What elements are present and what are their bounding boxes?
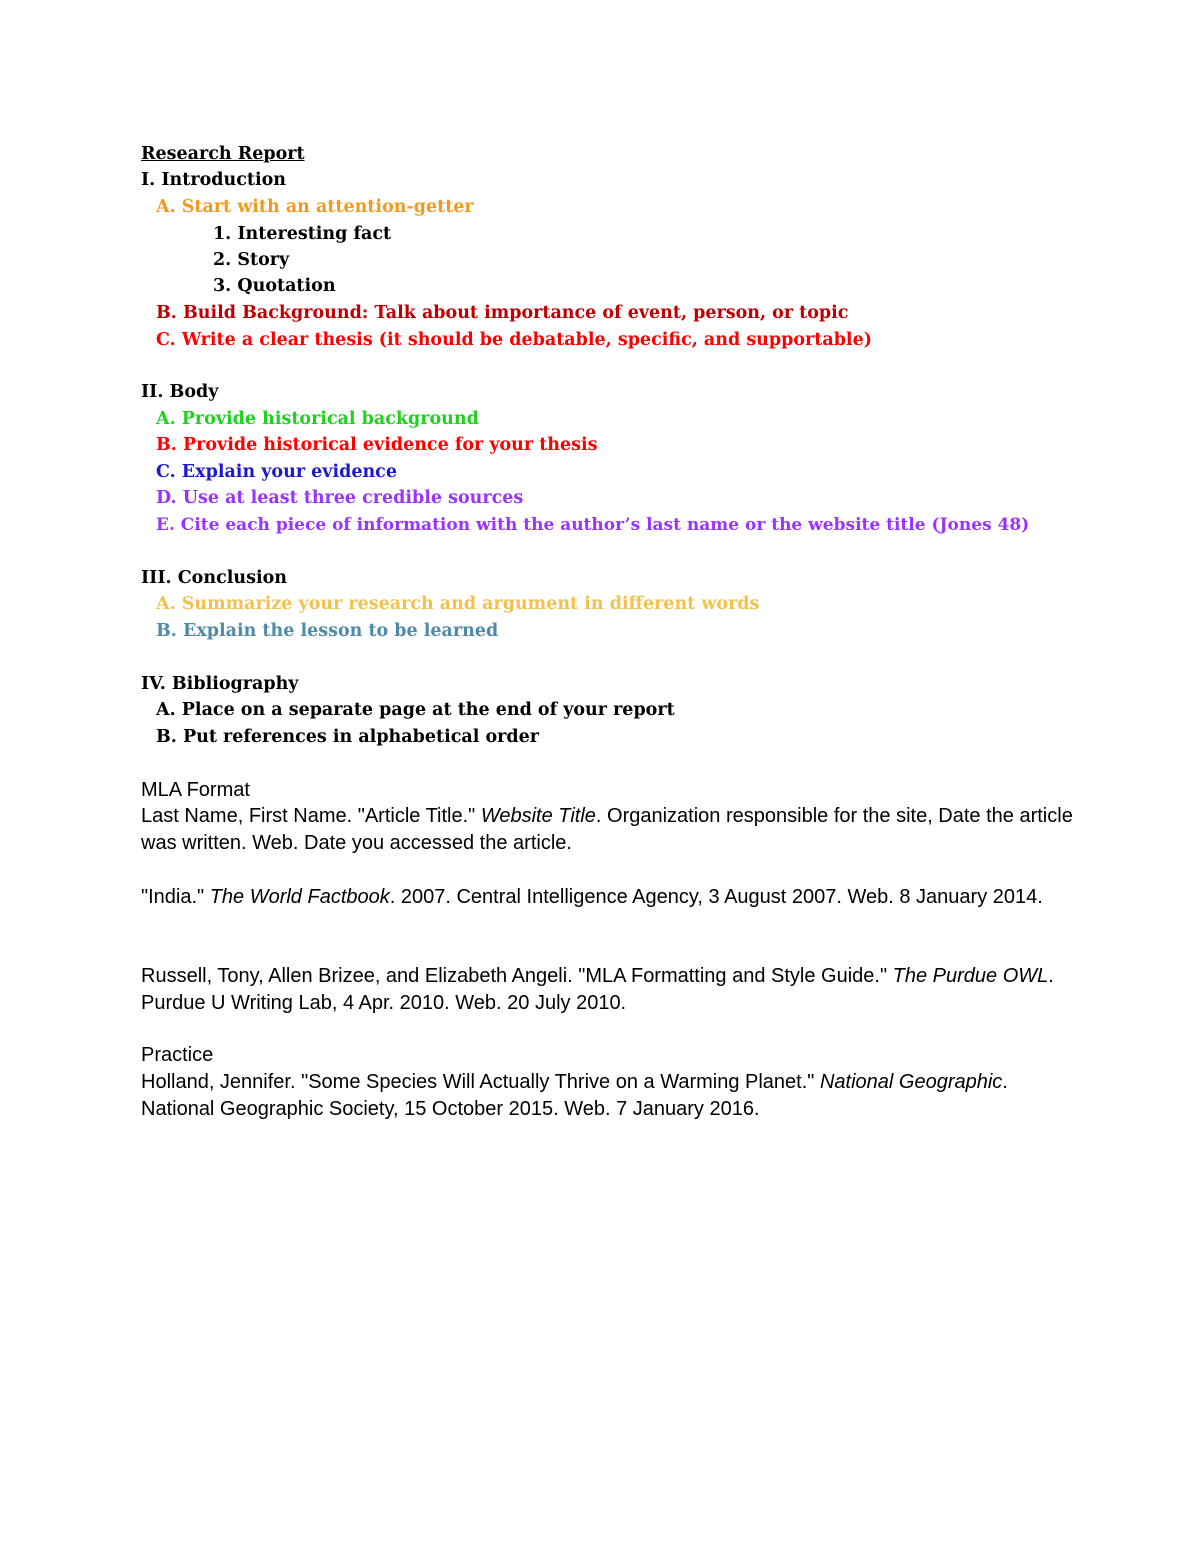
example2-part2: . Purdue U Writing Lab, 4 Apr. 2010. Web. 20 July 2010. [141,965,1054,1014]
intro-subitem-2: 2. Story [213,250,290,270]
intro-subitem-3: 3. Quotation [213,276,336,296]
intro-subitem-1: 1. Interesting fact [213,224,392,244]
example1-part2: . 2007. Central Intelligence Agency, 3 August 2007. Web. 8 January 2014. [389,886,1043,908]
practice-part1: Holland, Jennifer. "Some Species Will Actually Thrive on a Warming Planet." [141,1071,820,1093]
practice-citation [141,1069,1081,1122]
practice-italic: National Geographic [819,1071,1003,1093]
intro-item-a: A. Start with an attention-getter [156,197,474,217]
practice-part2: . National Geographic Society, 15 October 2015. Web. 7 January 2016. [141,1071,1008,1120]
body-item-a: A. Provide historical background [156,409,479,429]
intro-item-b: B. Build Background: Talk about importance of event, person, or topic [156,303,849,323]
section-heading-introduction: I. Introduction [141,170,286,190]
mla-template-citation [141,803,1081,856]
example2-italic: The Purdue OWL [892,965,1049,987]
bibliography-item-b: B. Put references in alphabetical order [156,727,539,747]
document-title: Research Report [141,144,305,164]
mla-example-citation-1 [141,884,1081,911]
body-item-e: E. Cite each piece of information with the author’s last name or the website title (Jones 48) [156,515,1030,535]
section-heading-bibliography: IV. Bibliography [141,674,299,694]
section-heading-conclusion: III. Conclusion [141,568,287,588]
mla-template-part2: . Organization responsible for the site, Date the article was written. Web. Date you accessed the article. [141,805,1073,854]
bibliography-item-a: A. Place on a separate page at the end of your report [156,700,675,720]
body-item-b: B. Provide historical evidence for your thesis [156,435,598,455]
intro-item-c: C. Write a clear thesis (it should be debatable, specific, and supportable) [156,330,872,350]
mla-example-citation-2 [141,963,1081,1016]
body-item-c: C. Explain your evidence [156,462,397,482]
practice-heading: Practice [141,1044,214,1066]
example2-part1: Russell, Tony, Allen Brizee, and Elizabeth Angeli. "MLA Formatting and Style Guide." [141,965,893,987]
mla-heading: MLA Format [141,779,250,801]
section-heading-body: II. Body [141,382,219,402]
mla-template-italic: Website Title [480,805,596,827]
conclusion-item-b: B. Explain the lesson to be learned [156,621,499,641]
mla-template-part1: Last Name, First Name. "Article Title." [141,805,481,827]
body-item-d: D. Use at least three credible sources [156,488,524,508]
example1-italic: The World Factbook [209,886,390,908]
conclusion-item-a: A. Summarize your research and argument in different words [156,594,760,614]
example1-part1: "India." [141,886,210,908]
